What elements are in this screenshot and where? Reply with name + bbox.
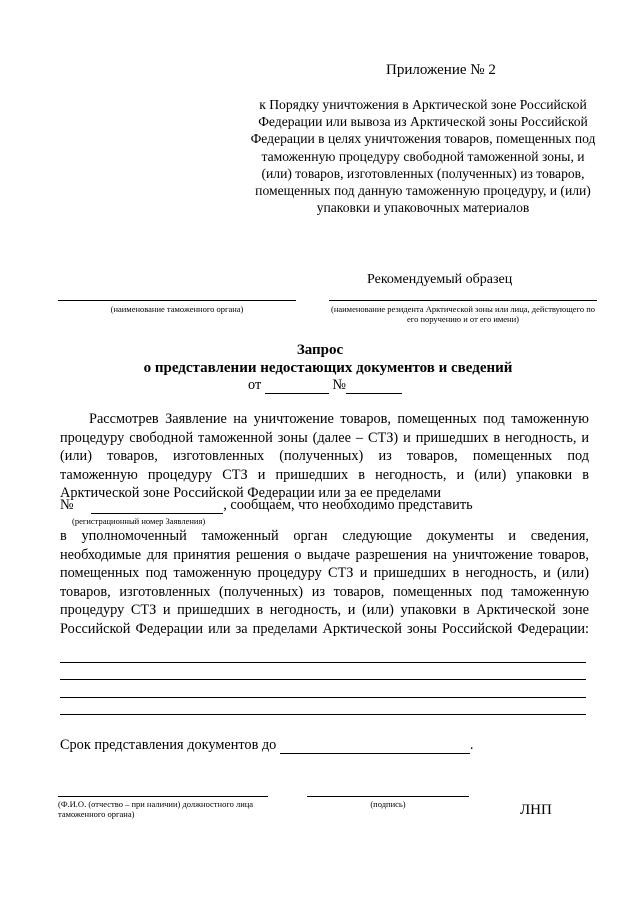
registration-number-caption: (регистрационный номер Заявления): [72, 516, 206, 526]
customs-authority-line: [58, 300, 296, 301]
official-name-line: [58, 796, 268, 797]
deadline-blank: [280, 738, 470, 754]
resident-line: [329, 300, 597, 301]
signature-caption: (подпись): [370, 799, 406, 809]
registration-number-row: [60, 497, 473, 514]
resident-caption: (наименование резидента Арктической зоны или лица, действующего по его поручению и от его имени): [330, 304, 596, 324]
deadline-label: Срок представления документов до: [60, 737, 277, 753]
sample-label: Рекомендуемый образец: [367, 272, 513, 287]
appendix-title: Приложение № 2: [386, 62, 496, 78]
blank-line-3: [60, 697, 586, 698]
official-name-caption: (Ф.И.О. (отчество – при наличии) должностного лица таможенного органа): [58, 799, 254, 819]
blank-line-4: [60, 714, 586, 715]
date-blank: [265, 378, 329, 394]
deadline-period: .: [469, 737, 474, 753]
blank-line-2: [60, 679, 586, 680]
paragraph-required-documents: в уполномоченный таможенный орган следующие документы и сведения, необходимые для принятия решения о выдаче разрешения на уничтожение товаров, помещенных под таможенную процедуру СТЗ и пришедших в негодность, и (или) товаров, изготовленных (полученных) из товаров, помещенных под таможенную процедуру СТЗ и пришедших в негодность, и (или) упаковки в Арктической зоне Российской Федерации или за пределами Арктической зоны Российской Федерации:: [60, 528, 589, 637]
registration-number-blank: [91, 498, 223, 514]
signature-line: [307, 796, 469, 797]
number-label: №: [332, 377, 347, 393]
document-title: Запрос: [296, 342, 344, 358]
date-number-row: [248, 377, 402, 394]
paragraph-request-intro: Рассмотрев Заявление на уничтожение товаров, помещенных под таможенную процедуру свободной таможенной зоны (далее – СТЗ) и пришедших в негодность, и (или) товаров, изготовленных (полученных) из товаров, помещенных под таможенную процедуру СТЗ и пришедших в негодность, и (или) упаковки в Арктической зоне Российской Федерации или за ее пределами: [60, 411, 589, 502]
deadline-row: [60, 737, 473, 754]
appendix-reference: к Порядку уничтожения в Арктической зоне Российской Федерации или вывоза из Арктической зоны Российской Федерации в целях уничтожения товаров, помещенных под таможенную процедуру свободной таможенной зоны, и (или) товаров, изготовленных (полученных) из товаров, помещенных под данную таможенную процедуру, и (или) упаковки и упаковочных материалов: [250, 97, 596, 216]
report-text: , сообщаем, что необходимо представить: [223, 497, 473, 513]
lnp-mark: ЛНП: [520, 802, 552, 818]
customs-authority-caption: (наименование таможенного органа): [110, 304, 244, 314]
document-subtitle: о представлении недостающих документов и сведений: [143, 360, 513, 376]
number-sign: №: [60, 497, 74, 513]
from-label: от: [248, 377, 262, 393]
blank-line-1: [60, 662, 586, 663]
number-blank: [346, 378, 402, 394]
